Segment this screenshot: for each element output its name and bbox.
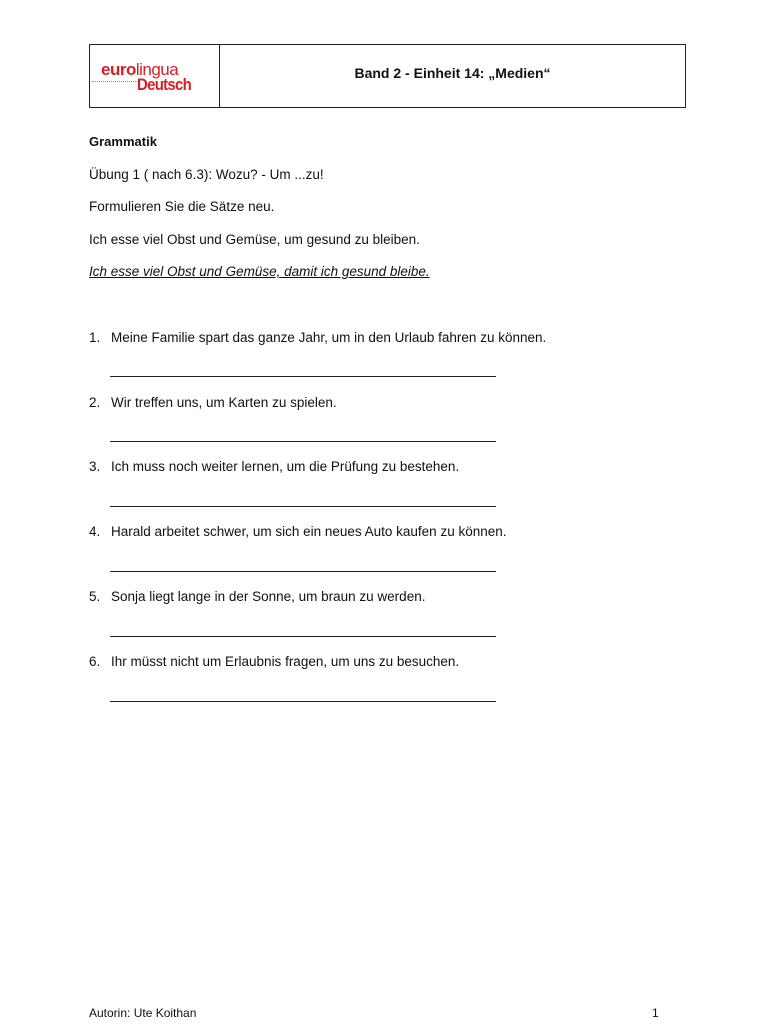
worksheet-header: [89, 44, 686, 108]
answer-line-3[interactable]: [110, 506, 496, 507]
example-answer: Ich esse viel Obst und Gemüse, damit ich gesund bleibe.: [89, 264, 430, 279]
item-text: Ich muss noch weiter lernen, um die Prüfung zu bestehen.: [111, 459, 460, 474]
answer-line-4[interactable]: [110, 571, 496, 572]
exercise-item-6: [89, 654, 459, 669]
exercise-item-5: [89, 589, 425, 604]
item-number: 6.: [89, 654, 101, 669]
logo-dotted-line: [92, 81, 138, 82]
section-title: Grammatik: [89, 134, 157, 149]
example-sentence: Ich esse viel Obst und Gemüse, um gesund zu bleiben.: [89, 232, 420, 247]
exercise-title: Übung 1 ( nach 6.3): Wozu? - Um ...zu!: [89, 167, 324, 182]
item-text: Ihr müsst nicht um Erlaubnis fragen, um uns zu besuchen.: [111, 654, 460, 669]
exercise-item-3: [89, 459, 459, 474]
answer-line-5[interactable]: [110, 636, 496, 637]
item-number: 2.: [89, 395, 101, 410]
item-number: 5.: [89, 589, 101, 604]
logo-text-euro: euro: [101, 60, 136, 79]
item-text: Sonja liegt lange in der Sonne, um braun zu werden.: [111, 589, 426, 604]
item-number: 3.: [89, 459, 101, 474]
item-text: Wir treffen uns, um Karten zu spielen.: [111, 395, 337, 410]
footer-author: Autorin: Ute Koithan: [89, 1006, 197, 1020]
page-number: 1: [652, 1006, 659, 1020]
exercise-item-2: [89, 395, 337, 410]
item-text: Meine Familie spart das ganze Jahr, um in den Urlaub fahren zu können.: [111, 330, 547, 345]
answer-line-1[interactable]: [110, 376, 496, 377]
answer-line-6[interactable]: [110, 701, 496, 702]
logo-text-lingua: lingua: [135, 60, 179, 79]
exercise-item-4: [89, 524, 507, 539]
exercise-item-1: [89, 330, 546, 345]
item-text: Harald arbeitet schwer, um sich ein neues Auto kaufen zu können.: [111, 524, 507, 539]
instruction-text: Formulieren Sie die Sätze neu.: [89, 199, 275, 214]
item-number: 1.: [89, 330, 101, 345]
answer-line-2[interactable]: [110, 441, 496, 442]
logo-text-deutsch: Deutsch: [137, 75, 192, 94]
unit-title: Band 2 - Einheit 14: „Medien“: [354, 65, 551, 81]
item-number: 4.: [89, 524, 101, 539]
eurolingua-logo: [90, 45, 220, 107]
